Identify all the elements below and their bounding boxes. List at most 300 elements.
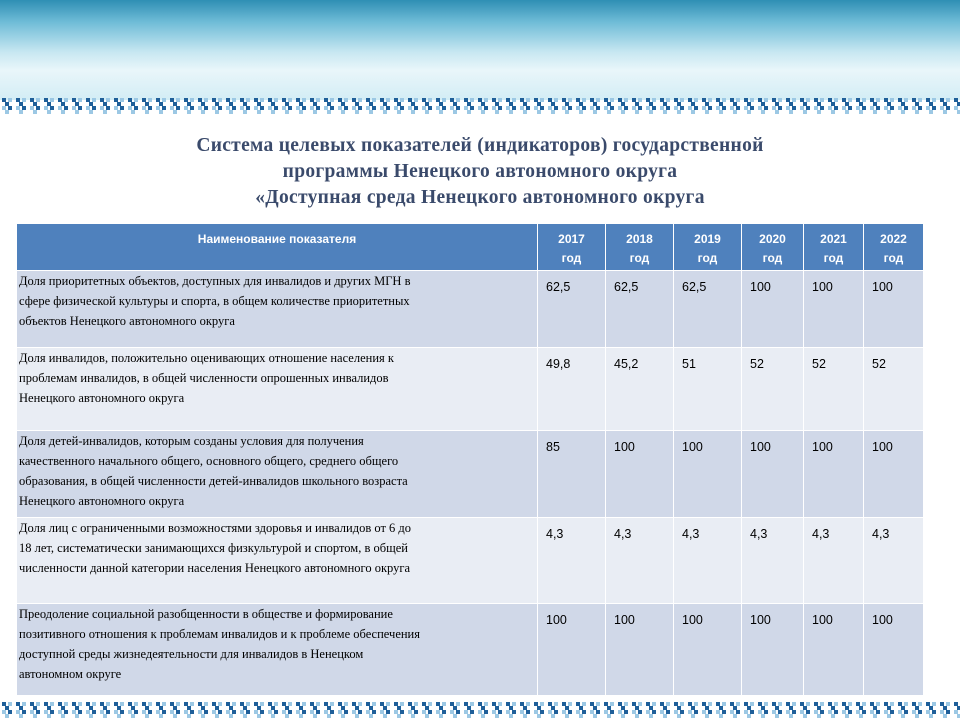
ornament-pixel bbox=[498, 106, 502, 110]
ornament-pixel bbox=[562, 106, 566, 110]
ornament-pixel bbox=[436, 106, 440, 110]
ornament-pixel bbox=[240, 106, 244, 110]
title-line-1: Система целевых показателей (индикаторов) государственной bbox=[196, 135, 764, 156]
ornament-pixel bbox=[856, 98, 860, 102]
ornament-pixel bbox=[128, 98, 132, 102]
ornament-pixel bbox=[128, 702, 132, 706]
ornament-pixel bbox=[761, 110, 765, 114]
ornament-pixel bbox=[316, 710, 320, 714]
ornament-pixel bbox=[912, 702, 916, 706]
ornament-pixel bbox=[702, 702, 706, 706]
ornament-pixel bbox=[453, 102, 457, 106]
ornament-pixel bbox=[820, 106, 824, 110]
ornament-pixel bbox=[408, 710, 412, 714]
ornament-pixel bbox=[285, 110, 289, 114]
ornament-pixel bbox=[638, 702, 642, 706]
ornament-pixel bbox=[621, 102, 625, 106]
ornament-pixel bbox=[792, 702, 796, 706]
ornament-pixel bbox=[523, 706, 527, 710]
header-year-2018 bbox=[606, 224, 674, 271]
ornament-pixel bbox=[884, 702, 888, 706]
ornament-pixel bbox=[64, 710, 68, 714]
ornament-pixel bbox=[582, 106, 586, 110]
ornament-pixel bbox=[400, 98, 404, 102]
ornament-pixel bbox=[369, 102, 373, 106]
ornament-pixel bbox=[828, 710, 832, 714]
ornament-pixel bbox=[803, 706, 807, 710]
ornament-pixel bbox=[324, 702, 328, 706]
ornament-pixel bbox=[534, 98, 538, 102]
ornament-pixel bbox=[940, 98, 944, 102]
ornament-pixel bbox=[666, 106, 670, 110]
ornament-pixel bbox=[806, 702, 810, 706]
ornament-pixel bbox=[663, 102, 667, 106]
ornament-pixel bbox=[344, 710, 348, 714]
ornament-pixel bbox=[646, 710, 650, 714]
ornament-pixel bbox=[184, 702, 188, 706]
ornament-pixel bbox=[666, 98, 670, 102]
ornament-pixel bbox=[170, 702, 174, 706]
ornament-pixel bbox=[372, 702, 376, 706]
ornament-pixel bbox=[705, 714, 709, 718]
ornament-pixel bbox=[512, 710, 516, 714]
ornament-pixel bbox=[604, 98, 608, 102]
ornament-pixel bbox=[78, 702, 82, 706]
ornament-pixel bbox=[912, 106, 916, 110]
ornament-pixel bbox=[114, 702, 118, 706]
ornament-pixel bbox=[820, 98, 824, 102]
ornament-pixel bbox=[142, 702, 146, 706]
ornament-pixel bbox=[694, 710, 698, 714]
ornament-pixel bbox=[800, 710, 804, 714]
ornament-pixel bbox=[299, 706, 303, 710]
ornament-pixel bbox=[680, 106, 684, 110]
ornament-pixel bbox=[439, 110, 443, 114]
ornament-pixel bbox=[582, 710, 586, 714]
ornament-pixel bbox=[523, 714, 527, 718]
ornament-pixel bbox=[344, 106, 348, 110]
ornament-pixel bbox=[436, 98, 440, 102]
ornament-pixel bbox=[652, 710, 656, 714]
ornament-pixel bbox=[537, 706, 541, 710]
ornament-pixel bbox=[338, 106, 342, 110]
ornament-pixel bbox=[481, 102, 485, 106]
ornament-pixel bbox=[327, 714, 331, 718]
ornament-pixel bbox=[341, 110, 345, 114]
ornament-pixel bbox=[761, 102, 765, 106]
ornament-pixel bbox=[92, 98, 96, 102]
ornament-pixel bbox=[148, 710, 152, 714]
ornament-pixel bbox=[243, 110, 247, 114]
ornament-pixel bbox=[316, 98, 320, 102]
header-year-unit: год bbox=[823, 251, 844, 265]
ornament-pixel bbox=[47, 706, 51, 710]
ornament-pixel bbox=[607, 714, 611, 718]
title-line-3: «Доступная среда Ненецкого автономного округа bbox=[255, 187, 705, 208]
ornament-pixel bbox=[394, 106, 398, 110]
ornament-pixel bbox=[442, 702, 446, 706]
ornament-pixel bbox=[722, 702, 726, 706]
ornament-pixel bbox=[75, 706, 79, 710]
value-2017: 85 bbox=[538, 431, 606, 518]
ornament-pixel bbox=[607, 102, 611, 106]
ornament-pixel bbox=[106, 106, 110, 110]
ornament-pixel bbox=[271, 110, 275, 114]
ornament-pixel bbox=[120, 98, 124, 102]
ornament-pixel bbox=[467, 110, 471, 114]
indicators-table bbox=[16, 223, 924, 696]
ornament-pixel bbox=[596, 98, 600, 102]
ornament-pixel bbox=[915, 706, 919, 710]
ornament-pixel bbox=[506, 702, 510, 706]
ornament-pixel bbox=[159, 706, 163, 710]
ornament-pixel bbox=[282, 702, 286, 706]
ornament-pixel bbox=[156, 98, 160, 102]
ornament-pixel bbox=[16, 702, 20, 706]
ornament-pixel bbox=[425, 102, 429, 106]
ornament-pixel bbox=[92, 702, 96, 706]
indicator-name-line: Доля инвалидов, положительно оценивающих отношение населения к bbox=[19, 351, 394, 365]
ornament-pixel bbox=[932, 702, 936, 706]
ornament-pixel bbox=[607, 110, 611, 114]
ornament-pixel bbox=[176, 106, 180, 110]
header-year: 2020 bbox=[759, 232, 786, 246]
ornament-pixel bbox=[344, 98, 348, 102]
ornament-pixel bbox=[397, 706, 401, 710]
ornament-pixel bbox=[2, 98, 6, 102]
ornament-pixel bbox=[621, 110, 625, 114]
ornament-pixel bbox=[898, 710, 902, 714]
ornament-pixel bbox=[338, 702, 342, 706]
ornament-pixel bbox=[313, 102, 317, 106]
ornament-pixel bbox=[820, 710, 824, 714]
ornament-pixel bbox=[635, 714, 639, 718]
header-indicator-name: Наименование показателя bbox=[17, 224, 538, 271]
ornament-pixel bbox=[134, 98, 138, 102]
ornament-pixel bbox=[282, 710, 286, 714]
ornament-pixel bbox=[940, 702, 944, 706]
ornament-pixel bbox=[330, 106, 334, 110]
ornament-pixel bbox=[764, 702, 768, 706]
value-2021: 100 bbox=[804, 271, 864, 348]
ornament-pixel bbox=[758, 710, 762, 714]
ornament-pixel bbox=[705, 110, 709, 114]
ornament-pixel bbox=[876, 702, 880, 706]
ornament-pixel bbox=[806, 106, 810, 110]
ornament-pixel bbox=[635, 102, 639, 106]
ornament-pixel bbox=[114, 710, 118, 714]
ornament-pixel bbox=[394, 710, 398, 714]
ornament-pixel bbox=[862, 702, 866, 706]
ornament-pixel bbox=[610, 710, 614, 714]
ornament-pixel bbox=[792, 98, 796, 102]
ornament-pixel bbox=[730, 710, 734, 714]
ornament-pixel bbox=[159, 110, 163, 114]
table-row bbox=[17, 518, 924, 604]
ornament-pixel bbox=[114, 98, 118, 102]
ornament-pixel bbox=[834, 106, 838, 110]
header-year: 2017 bbox=[558, 232, 585, 246]
ornament-pixel bbox=[708, 710, 712, 714]
ornament-pixel bbox=[904, 710, 908, 714]
ornament-pixel bbox=[716, 98, 720, 102]
ornament-pixel bbox=[856, 106, 860, 110]
ornament-pixel bbox=[324, 106, 328, 110]
ornament-pixel bbox=[36, 702, 40, 706]
ornament-pixel bbox=[2, 702, 6, 706]
ornament-pixel bbox=[649, 714, 653, 718]
indicator-name-line: проблемам инвалидов, в общей численности опрошенных инвалидов bbox=[19, 371, 389, 385]
ornament-pixel bbox=[100, 106, 104, 110]
ornament-pixel bbox=[268, 98, 272, 102]
ornament-pixel bbox=[954, 702, 958, 706]
ornament-pixel bbox=[187, 110, 191, 114]
ornament-pixel bbox=[218, 710, 222, 714]
ornament-pixel bbox=[50, 702, 54, 706]
ornament-pixel bbox=[688, 710, 692, 714]
ornament-pixel bbox=[215, 706, 219, 710]
ornament-pixel bbox=[512, 106, 516, 110]
ornament-pixel bbox=[526, 106, 530, 110]
ornament-pixel bbox=[638, 106, 642, 110]
ornament-pixel bbox=[943, 706, 947, 710]
ornament-pixel bbox=[520, 702, 524, 706]
ornament-pixel bbox=[134, 106, 138, 110]
ornament-pixel bbox=[568, 98, 572, 102]
indicator-name-line: 18 лет, систематически занимающихся физкультурой и спортом, в общей bbox=[19, 541, 408, 555]
ornament-pixel bbox=[341, 714, 345, 718]
ornament-pixel bbox=[562, 702, 566, 706]
ornament-pixel bbox=[274, 98, 278, 102]
ornament-pixel bbox=[352, 106, 356, 110]
ornament-pixel bbox=[705, 102, 709, 106]
ornament-pixel bbox=[380, 710, 384, 714]
table-row bbox=[17, 271, 924, 348]
ornament-pixel bbox=[327, 110, 331, 114]
indicator-name-line: позитивного отношения к проблемам инвалидов и к проблеме обеспечения bbox=[19, 627, 420, 641]
ornament-pixel bbox=[548, 710, 552, 714]
ornament-pixel bbox=[467, 102, 471, 106]
ornament-pixel bbox=[926, 98, 930, 102]
ornament-pixel bbox=[274, 106, 278, 110]
ornament-pixel bbox=[576, 98, 580, 102]
ornament-pixel bbox=[873, 110, 877, 114]
ornament-pixel bbox=[817, 706, 821, 710]
ornament-pixel bbox=[537, 102, 541, 106]
ornament-pixel bbox=[520, 106, 524, 110]
ornament-pixel bbox=[103, 706, 107, 710]
ornament-pixel bbox=[92, 106, 96, 110]
ornament-pixel bbox=[198, 710, 202, 714]
ornament-pixel bbox=[680, 702, 684, 706]
ornament-pixel bbox=[761, 714, 765, 718]
ornament-pixel bbox=[422, 710, 426, 714]
page-title bbox=[0, 133, 960, 211]
ornament-pixel bbox=[131, 102, 135, 106]
ornament-pixel bbox=[789, 102, 793, 106]
ornament-pixel bbox=[400, 106, 404, 110]
ornament-pixel bbox=[117, 102, 121, 106]
ornament-pixel bbox=[492, 702, 496, 706]
ornament-pixel bbox=[246, 702, 250, 706]
ornament-pixel bbox=[240, 98, 244, 102]
ornament-pixel bbox=[176, 702, 180, 706]
ornament-pixel bbox=[618, 702, 622, 706]
ornament-pixel bbox=[453, 714, 457, 718]
ornament-pixel bbox=[876, 106, 880, 110]
ornament-pixel bbox=[218, 98, 222, 102]
ornament-pixel bbox=[898, 106, 902, 110]
ornament-pixel bbox=[590, 702, 594, 706]
ornament-pixel bbox=[215, 110, 219, 114]
ornament-pixel bbox=[184, 98, 188, 102]
ornament-pixel bbox=[198, 106, 202, 110]
ornament-pixel bbox=[775, 110, 779, 114]
ornament-pixel bbox=[386, 106, 390, 110]
ornament-pixel bbox=[562, 710, 566, 714]
ornament-pixel bbox=[831, 102, 835, 106]
ornament-pixel bbox=[33, 714, 37, 718]
ornament-pixel bbox=[526, 98, 530, 102]
ornament-pixel bbox=[226, 98, 230, 102]
ornament-pixel bbox=[288, 106, 292, 110]
ornament-pixel bbox=[330, 98, 334, 102]
ornament-pixel bbox=[870, 106, 874, 110]
ornament-pixel bbox=[86, 98, 90, 102]
ornament-pixel bbox=[621, 714, 625, 718]
ornament-pixel bbox=[498, 710, 502, 714]
ornament-pixel bbox=[744, 702, 748, 706]
ornament-pixel bbox=[554, 702, 558, 706]
ornament-pixel bbox=[464, 702, 468, 706]
ornament-pixel bbox=[946, 702, 950, 706]
ornament-pixel bbox=[464, 106, 468, 110]
ornament-pixel bbox=[106, 710, 110, 714]
ornament-pixel bbox=[887, 110, 891, 114]
ornament-pixel bbox=[526, 710, 530, 714]
ornament-pixel bbox=[478, 702, 482, 706]
ornament-pixel bbox=[702, 710, 706, 714]
ornament-pixel bbox=[33, 110, 37, 114]
table-row bbox=[17, 604, 924, 696]
ornament-pixel bbox=[758, 702, 762, 706]
ornament-pixel bbox=[548, 98, 552, 102]
ornament-pixel bbox=[744, 106, 748, 110]
ornament-pixel bbox=[492, 106, 496, 110]
ornament-pixel bbox=[512, 702, 516, 706]
ornament-pixel bbox=[442, 710, 446, 714]
ornament-pixel bbox=[624, 98, 628, 102]
ornament-pixel bbox=[338, 98, 342, 102]
ornament-pixel bbox=[646, 98, 650, 102]
ornament-pixel bbox=[918, 702, 922, 706]
ornament-pixel bbox=[344, 702, 348, 706]
ornament-pixel bbox=[22, 98, 26, 102]
ornament-pixel bbox=[702, 106, 706, 110]
ornament-pixel bbox=[310, 106, 314, 110]
ornament-pixel bbox=[299, 102, 303, 106]
ornament-pixel bbox=[145, 102, 149, 106]
ornament-pixel bbox=[764, 98, 768, 102]
ornament-pixel bbox=[677, 110, 681, 114]
ornament-pixel bbox=[30, 98, 34, 102]
ornament-pixel bbox=[845, 706, 849, 710]
ornament-pixel bbox=[162, 710, 166, 714]
ornament-pixel bbox=[470, 106, 474, 110]
ornament-pixel bbox=[579, 706, 583, 710]
ornament-pixel bbox=[792, 710, 796, 714]
ornament-pixel bbox=[450, 106, 454, 110]
value-2019: 62,5 bbox=[674, 271, 742, 348]
ornament-pixel bbox=[540, 710, 544, 714]
ornament-pixel bbox=[64, 98, 68, 102]
ornament-pixel bbox=[579, 110, 583, 114]
ornament-pixel bbox=[58, 106, 62, 110]
ornament-pixel bbox=[156, 106, 160, 110]
ornament-pixel bbox=[873, 714, 877, 718]
ornament-pixel bbox=[156, 710, 160, 714]
ornament-pixel bbox=[442, 98, 446, 102]
indicator-name-line: доступной среды жизнедеятельности для инвалидов в Ненецком bbox=[19, 647, 364, 661]
header-year-unit: год bbox=[883, 251, 904, 265]
ornament-pixel bbox=[380, 106, 384, 110]
ornament-pixel bbox=[204, 702, 208, 706]
ornament-pixel bbox=[688, 702, 692, 706]
ornament-pixel bbox=[302, 106, 306, 110]
ornament-pixel bbox=[862, 106, 866, 110]
ornament-pixel bbox=[128, 106, 132, 110]
ornament-pixel bbox=[624, 702, 628, 706]
ornament-pixel bbox=[660, 106, 664, 110]
ornament-pixel bbox=[554, 98, 558, 102]
ornament-pixel bbox=[484, 710, 488, 714]
header-year: 2019 bbox=[694, 232, 721, 246]
ornament-pixel bbox=[212, 702, 216, 706]
ornament-pixel bbox=[484, 702, 488, 706]
ornament-pixel bbox=[663, 714, 667, 718]
ornament-pixel bbox=[453, 110, 457, 114]
ornament-pixel bbox=[912, 710, 916, 714]
ornament-pixel bbox=[915, 110, 919, 114]
ornament-pixel bbox=[495, 110, 499, 114]
ornament-pixel bbox=[439, 102, 443, 106]
ornament-pixel bbox=[47, 714, 51, 718]
ornament-pixel bbox=[540, 702, 544, 706]
value-2021: 4,3 bbox=[804, 518, 864, 604]
ornament-pixel bbox=[716, 702, 720, 706]
ornament-pixel bbox=[506, 98, 510, 102]
ornament-pixel bbox=[33, 706, 37, 710]
ornament-pixel bbox=[579, 714, 583, 718]
ornament-pixel bbox=[551, 102, 555, 106]
ornament-pixel bbox=[730, 702, 734, 706]
ornament-pixel bbox=[828, 98, 832, 102]
ornament-pixel bbox=[806, 98, 810, 102]
ornament-border-top bbox=[0, 96, 960, 118]
ornament-pixel bbox=[243, 714, 247, 718]
ornament-pixel bbox=[72, 702, 76, 706]
ornament-pixel bbox=[772, 702, 776, 706]
ornament-pixel bbox=[736, 98, 740, 102]
ornament-pixel bbox=[778, 106, 782, 110]
ornament-pixel bbox=[666, 710, 670, 714]
ornament-pixel bbox=[316, 702, 320, 706]
ornament-pixel bbox=[548, 702, 552, 706]
indicator-name bbox=[17, 518, 538, 604]
ornament-pixel bbox=[204, 106, 208, 110]
ornament-pixel bbox=[5, 714, 9, 718]
ornament-pixel bbox=[901, 102, 905, 106]
